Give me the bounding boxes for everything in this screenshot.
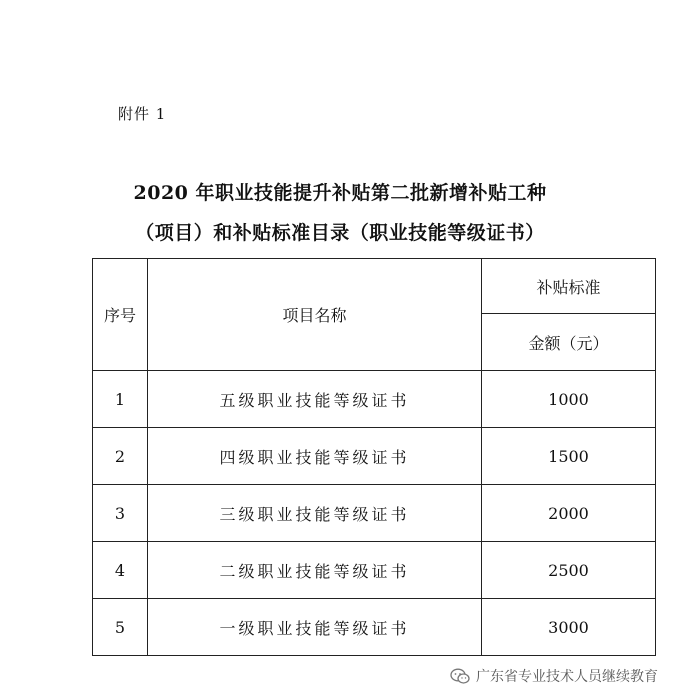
header-amount: 金额（元） — [482, 314, 656, 371]
row-amount: 1500 — [482, 428, 656, 485]
table-row — [93, 428, 656, 485]
attachment-label: 附件 1 — [118, 105, 167, 123]
header-seq: 序号 — [93, 259, 148, 371]
subsidy-table — [92, 258, 656, 656]
row-seq: 5 — [93, 599, 148, 656]
header-subsidy: 补贴标准 — [482, 259, 656, 314]
document-title-line2: （项目）和补贴标准目录（职业技能等级证书） — [135, 222, 545, 244]
row-name: 一级职业技能等级证书 — [148, 599, 482, 656]
wechat-icon — [450, 668, 470, 685]
row-name: 四级职业技能等级证书 — [148, 428, 482, 485]
row-seq: 3 — [93, 485, 148, 542]
table-row — [93, 371, 656, 428]
table-row — [93, 599, 656, 656]
row-seq: 4 — [93, 542, 148, 599]
table-row — [93, 485, 656, 542]
document-title-line1: 2020 年职业技能提升补贴第二批新增补贴工种 — [133, 182, 547, 204]
table-header-row — [93, 259, 656, 314]
row-name: 五级职业技能等级证书 — [148, 371, 482, 428]
row-amount: 2000 — [482, 485, 656, 542]
row-amount: 3000 — [482, 599, 656, 656]
row-name: 三级职业技能等级证书 — [148, 485, 482, 542]
row-seq: 2 — [93, 428, 148, 485]
row-seq: 1 — [93, 371, 148, 428]
row-amount: 2500 — [482, 542, 656, 599]
watermark — [446, 664, 662, 688]
watermark-text: 广东省专业技术人员继续教育 — [476, 669, 658, 685]
table-row — [93, 542, 656, 599]
row-amount: 1000 — [482, 371, 656, 428]
header-name: 项目名称 — [148, 259, 482, 371]
row-name: 二级职业技能等级证书 — [148, 542, 482, 599]
